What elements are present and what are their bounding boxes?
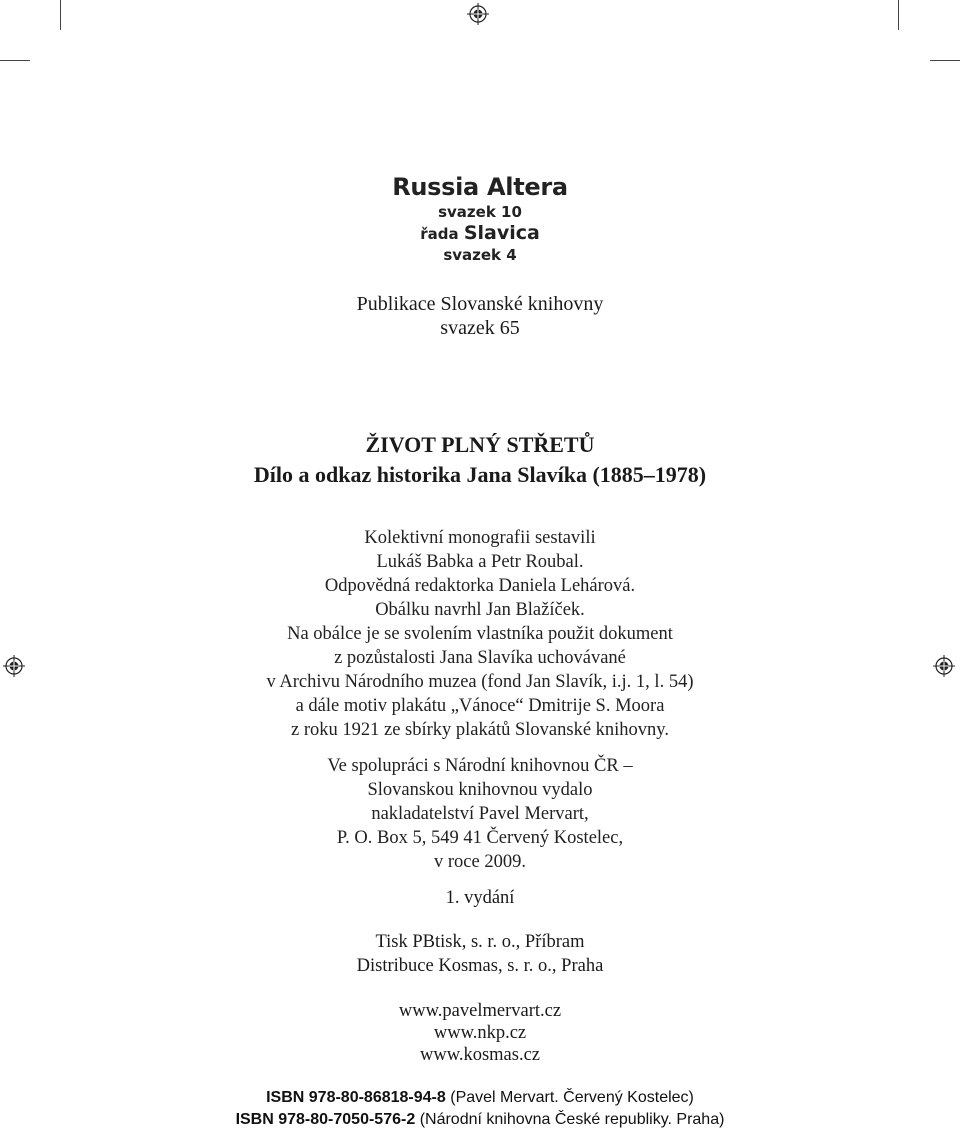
credits-line: z roku 1921 ze sbírky plakátů Slovanské knihovny.: [291, 720, 669, 740]
printing-line: Tisk PBtisk, s. r. o., Příbram: [375, 932, 585, 952]
work-title: ŽIVOT PLNÝ STŘETŮ: [365, 432, 595, 457]
printing-line: Distribuce Kosmas, s. r. o., Praha: [356, 956, 604, 976]
publisher-block: [0, 754, 960, 874]
series-line-prefix: řada: [420, 225, 459, 243]
isbn-number: ISBN 978-80-86818-94-8: [266, 1089, 446, 1106]
work-subtitle: Dílo a odkaz historika Jana Slavíka (1885–1978): [253, 462, 707, 487]
isbn-block: [0, 1087, 960, 1131]
series-volume: svazek 10: [438, 203, 522, 221]
credits-block: [0, 526, 960, 742]
credits-line: z pozůstalosti Jana Slavíka uchovávané: [334, 648, 626, 668]
credits-line: a dále motiv plakátu „Vánoce“ Dmitrije S. Moora: [295, 696, 665, 716]
printing-block: [0, 930, 960, 978]
publisher-line: Slovanskou knihovnou vydalo: [367, 780, 593, 800]
work-title-block: [0, 430, 960, 490]
edition: 1. vydání: [445, 888, 515, 908]
credits-line: Odpovědná redaktorka Daniela Lehárová.: [324, 576, 636, 596]
publisher-line: Ve spolupráci s Národní knihovnou ČR –: [327, 756, 633, 776]
crop-mark-top-right-h: [930, 60, 960, 61]
credits-line: Obálku navrhl Jan Blažíček.: [375, 600, 585, 620]
isbn-number: ISBN 978-80-7050-576-2: [235, 1111, 416, 1128]
publisher-line: v roce 2009.: [434, 852, 526, 872]
credits-line: Kolektivní monografii sestavili: [364, 528, 596, 548]
publication-volume: svazek 65: [440, 317, 520, 339]
website-link[interactable]: www.nkp.cz: [433, 1023, 527, 1043]
series-title: Russia Altera: [392, 173, 568, 201]
credits-line: v Archivu Národního muzea (fond Jan Slavík, i.j. 1, l. 54): [266, 672, 694, 692]
series-line: [0, 223, 960, 245]
crop-mark-top-left: [60, 0, 61, 30]
series-line-volume: svazek 4: [443, 246, 517, 264]
isbn-publisher: (Národní knihovna České republiky. Praha): [419, 1111, 725, 1128]
publisher-line: P. O. Box 5, 549 41 Červený Kostelec,: [336, 828, 624, 848]
registration-mark-icon: [467, 3, 489, 25]
website-link[interactable]: www.kosmas.cz: [419, 1045, 541, 1065]
websites-block: [0, 1000, 960, 1066]
credits-line: Na obálce je se svolením vlastníka použit dokument: [287, 624, 673, 644]
publisher-line: nakladatelství Pavel Mervart,: [371, 804, 589, 824]
isbn-line: [0, 1109, 960, 1131]
crop-mark-top-left-h: [0, 60, 30, 61]
series-block: [0, 172, 960, 266]
isbn-publisher: (Pavel Mervart. Červený Kostelec): [450, 1089, 694, 1106]
website-link[interactable]: www.pavelmervart.cz: [398, 1001, 562, 1021]
crop-mark-top-right: [898, 0, 899, 30]
credits-line: Lukáš Babka a Petr Roubal.: [376, 552, 584, 572]
isbn-line: [0, 1087, 960, 1109]
publication-label: Publikace Slovanské knihovny: [356, 293, 604, 315]
series-line-name: Slavica: [463, 222, 540, 244]
publication-block: [0, 292, 960, 340]
